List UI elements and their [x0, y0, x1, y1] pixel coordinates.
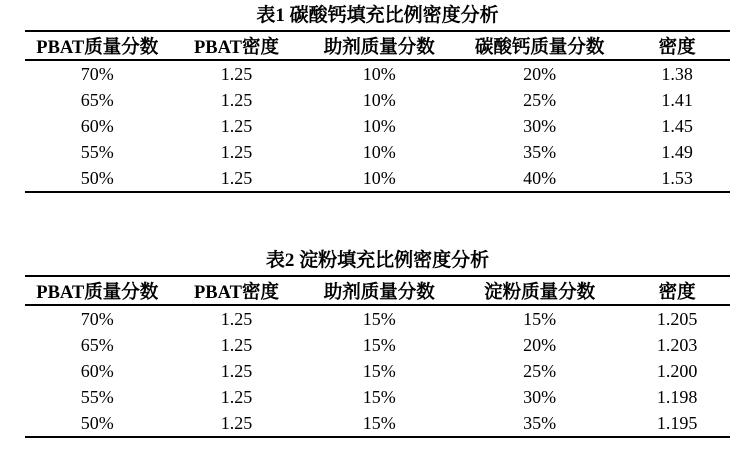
table1-title: 表1 碳酸钙填充比例密度分析 [256, 5, 499, 26]
table-cell: 1.49 [661, 141, 693, 162]
table1-section [25, 2, 730, 193]
table-cell: 20% [523, 63, 557, 84]
column-header: 助剂质量分数 [323, 37, 435, 58]
table-cell: 50% [80, 412, 114, 433]
table-cell: 1.25 [220, 308, 253, 329]
table-cell: 1.195 [656, 412, 698, 433]
column-header: 助剂质量分数 [323, 282, 435, 303]
table-cell: 70% [80, 63, 114, 84]
table-cell: 1.25 [220, 334, 253, 355]
table-cell: 1.25 [220, 141, 253, 162]
table-cell: 1.203 [656, 334, 698, 355]
table-cell: 35% [523, 412, 557, 433]
table-row [25, 332, 730, 358]
table-cell: 15% [523, 308, 557, 329]
table-cell: 65% [80, 89, 114, 110]
table-row [25, 60, 730, 87]
table-cell: 10% [362, 141, 396, 162]
table-cell: 65% [80, 334, 114, 355]
column-header: PBAT密度 [194, 37, 279, 58]
table2-section [25, 247, 730, 438]
table-cell: 15% [362, 412, 396, 433]
table-row [25, 410, 730, 437]
table-cell: 10% [362, 89, 396, 110]
table-cell: 1.25 [220, 412, 253, 433]
table-cell: 55% [80, 141, 114, 162]
table-row [25, 113, 730, 139]
table-cell: 30% [523, 115, 557, 136]
table-row [25, 384, 730, 410]
table-cell: 10% [362, 115, 396, 136]
table-cell: 1.25 [220, 386, 253, 407]
table-cell: 1.53 [661, 167, 693, 188]
table-cell: 40% [523, 167, 557, 188]
table-cell: 55% [80, 386, 114, 407]
table-cell: 10% [362, 167, 396, 188]
table-cell: 20% [523, 334, 557, 355]
table-cell: 15% [362, 334, 396, 355]
table2-starch [25, 275, 730, 438]
table-cell: 1.200 [656, 360, 698, 381]
table-cell: 1.25 [220, 89, 253, 110]
table-cell: 15% [362, 308, 396, 329]
column-header: 密度 [658, 37, 696, 58]
table-cell: 15% [362, 386, 396, 407]
table-cell: 1.198 [656, 386, 698, 407]
table-cell: 70% [80, 308, 114, 329]
table-cell: 50% [80, 167, 114, 188]
column-header: PBAT密度 [194, 282, 279, 303]
table-cell: 25% [523, 89, 557, 110]
table2-title: 表2 淀粉填充比例密度分析 [265, 250, 490, 271]
table-cell: 1.41 [661, 89, 693, 110]
table-cell: 60% [80, 360, 114, 381]
column-header: 碳酸钙质量分数 [474, 37, 605, 58]
table-cell: 60% [80, 115, 114, 136]
table-cell: 25% [523, 360, 557, 381]
table-row [25, 87, 730, 113]
table-row [25, 358, 730, 384]
table-cell: 30% [523, 386, 557, 407]
table1-header-row [25, 31, 730, 60]
column-header: PBAT质量分数 [36, 37, 159, 58]
column-header: PBAT质量分数 [36, 282, 159, 303]
table-cell: 35% [523, 141, 557, 162]
table-cell: 1.25 [220, 63, 253, 84]
table-cell: 1.25 [220, 115, 253, 136]
table-cell: 10% [362, 63, 396, 84]
table-cell: 15% [362, 360, 396, 381]
table2-header-row [25, 276, 730, 305]
table-cell: 1.205 [656, 308, 698, 329]
table-row [25, 165, 730, 192]
table-row [25, 305, 730, 332]
table-cell: 1.25 [220, 167, 253, 188]
column-header: 密度 [658, 282, 696, 303]
table-cell: 1.25 [220, 360, 253, 381]
table-cell: 1.45 [661, 115, 693, 136]
table1-calcium-carbonate [25, 30, 730, 193]
table-cell: 1.38 [661, 63, 693, 84]
column-header: 淀粉质量分数 [484, 282, 596, 303]
table-row [25, 139, 730, 165]
